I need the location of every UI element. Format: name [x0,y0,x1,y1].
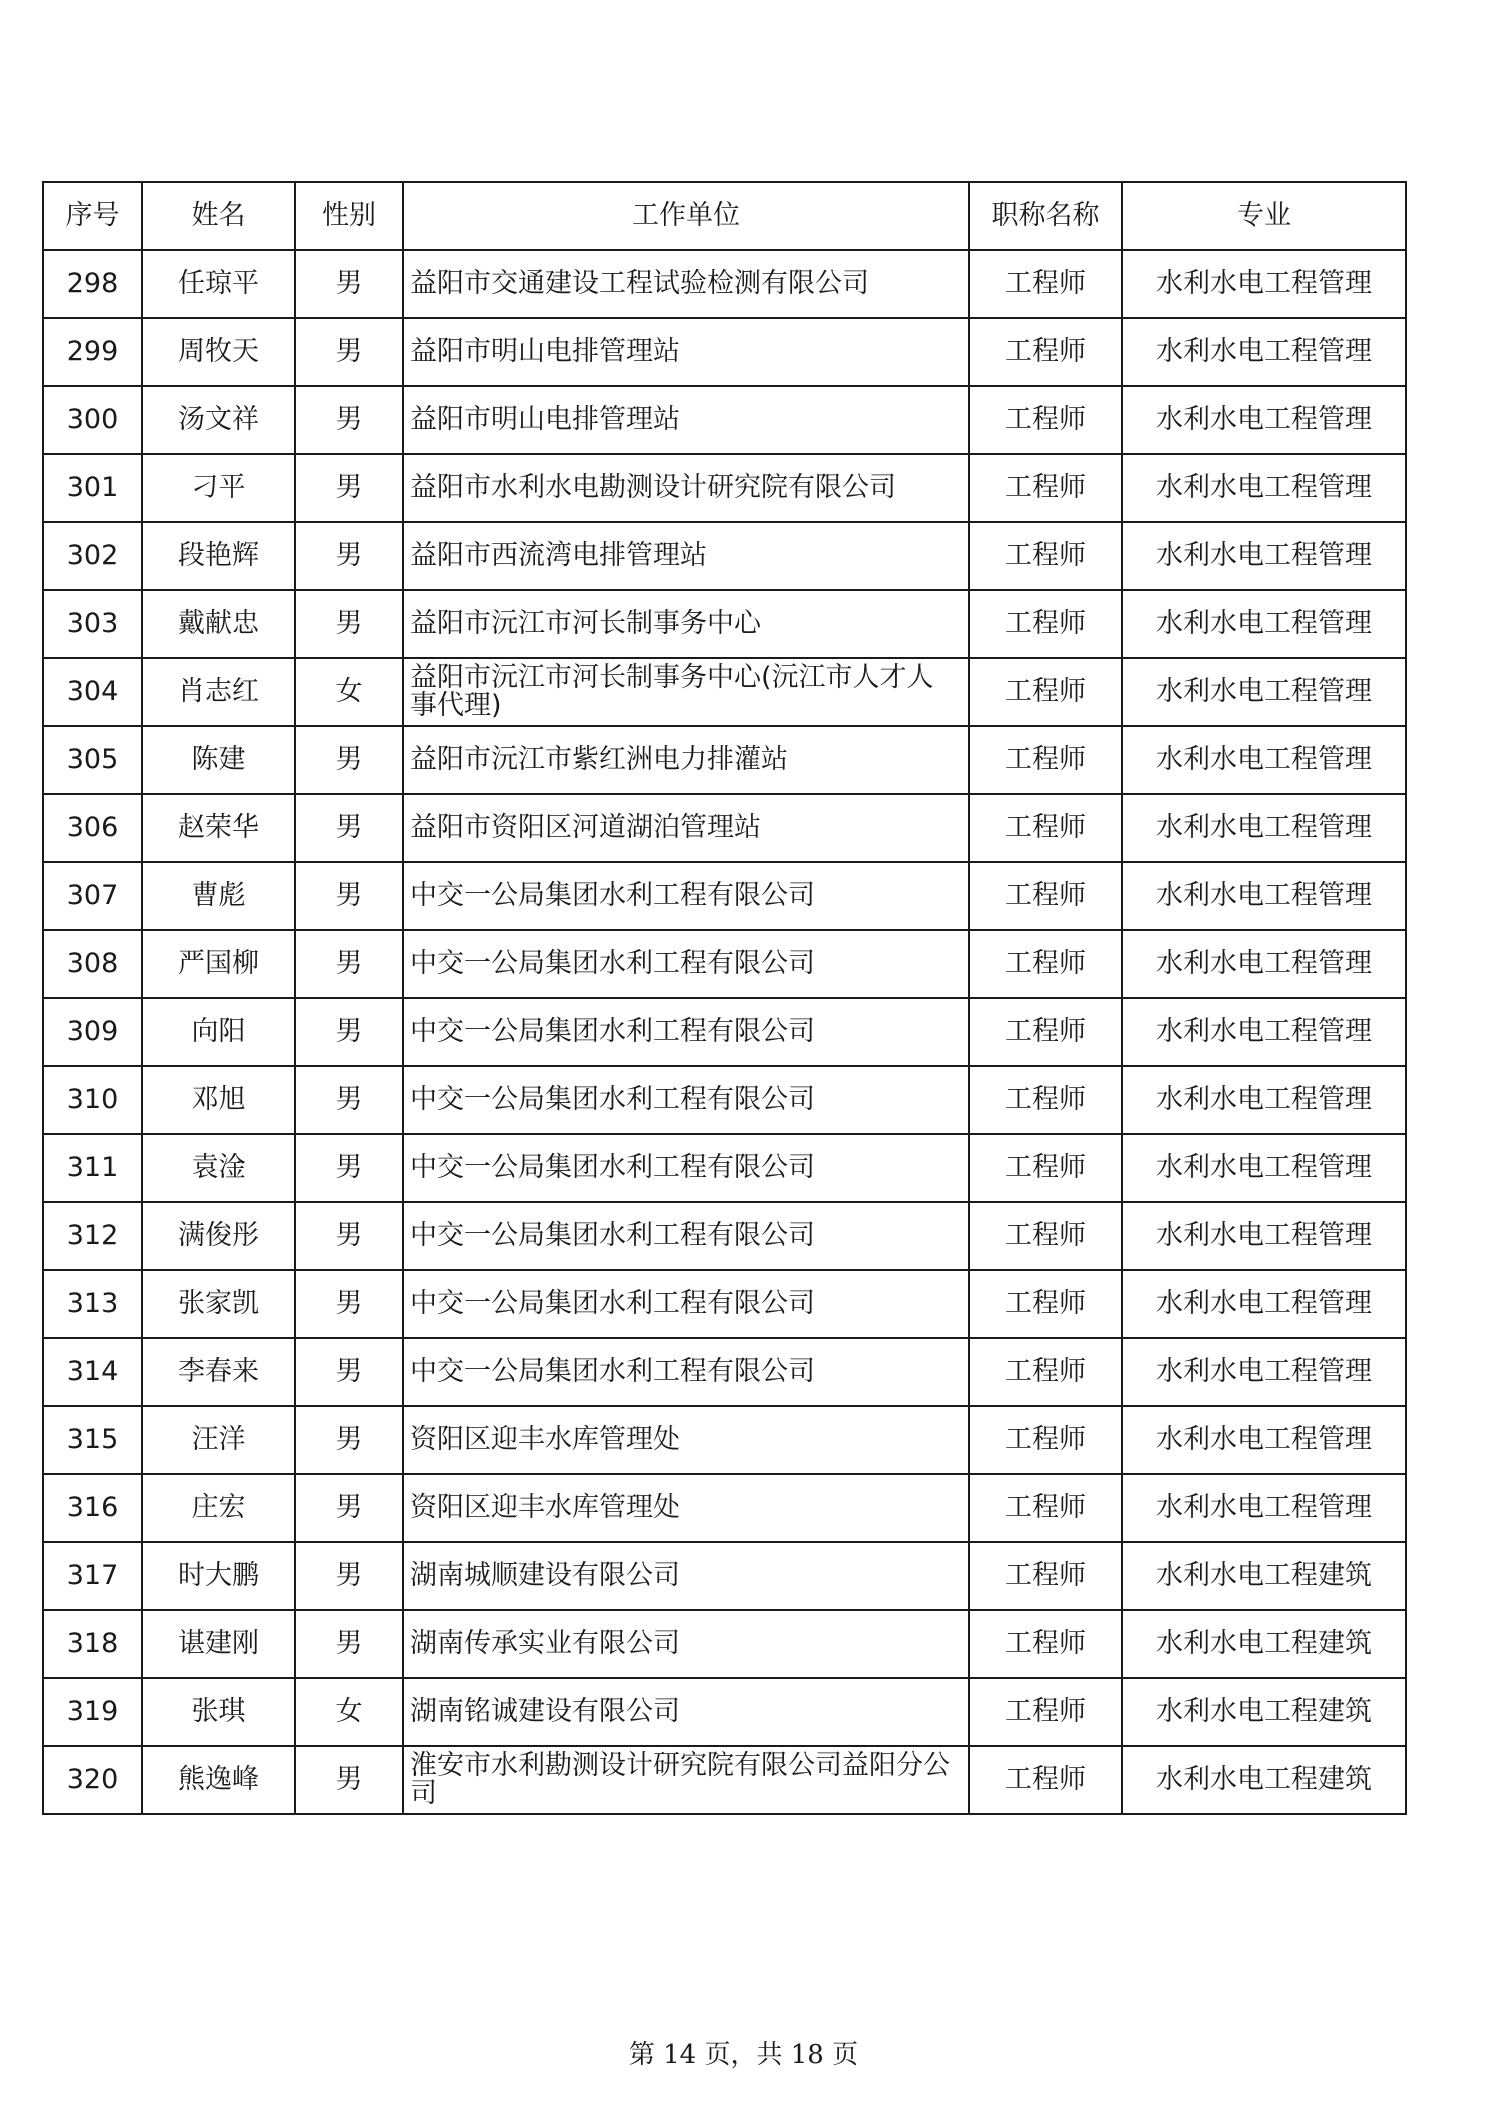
cell-name: 赵荣华 [142,794,295,862]
cell-name: 汪洋 [142,1406,295,1474]
cell-name: 刁平 [142,454,295,522]
cell-name: 张琪 [142,1678,295,1746]
cell-gender: 女 [295,658,403,726]
cell-job-title: 工程师 [969,1338,1122,1406]
cell-gender: 男 [295,1474,403,1542]
cell-job-title: 工程师 [969,522,1122,590]
cell-job-title: 工程师 [969,1610,1122,1678]
cell-job-title: 工程师 [969,930,1122,998]
cell-gender: 男 [295,1338,403,1406]
cell-job-title: 工程师 [969,386,1122,454]
cell-name: 戴献忠 [142,590,295,658]
cell-job-title: 工程师 [969,658,1122,726]
cell-job-title: 工程师 [969,1066,1122,1134]
cell-serial-number: 315 [43,1406,142,1474]
cell-gender: 男 [295,930,403,998]
cell-specialty: 水利水电工程管理 [1122,1474,1406,1542]
cell-gender: 男 [295,1270,403,1338]
table-row [43,1610,1406,1678]
cell-specialty: 水利水电工程管理 [1122,726,1406,794]
cell-job-title: 工程师 [969,794,1122,862]
cell-work-unit: 湖南城顺建设有限公司 [403,1542,969,1610]
cell-specialty: 水利水电工程管理 [1122,1202,1406,1270]
cell-gender: 男 [295,386,403,454]
cell-job-title: 工程师 [969,1474,1122,1542]
cell-specialty: 水利水电工程管理 [1122,998,1406,1066]
table-row [43,862,1406,930]
cell-specialty: 水利水电工程管理 [1122,1270,1406,1338]
cell-work-unit: 益阳市沅江市紫红洲电力排灌站 [403,726,969,794]
cell-serial-number: 308 [43,930,142,998]
cell-gender: 男 [295,1134,403,1202]
table-row [43,1270,1406,1338]
cell-serial-number: 306 [43,794,142,862]
cell-job-title: 工程师 [969,250,1122,318]
cell-serial-number: 317 [43,1542,142,1610]
table-row [43,386,1406,454]
table-row [43,522,1406,590]
cell-work-unit: 淮安市水利勘测设计研究院有限公司益阳分公司 [403,1746,969,1814]
table-row [43,794,1406,862]
cell-job-title: 工程师 [969,590,1122,658]
cell-gender: 男 [295,590,403,658]
cell-gender: 女 [295,1678,403,1746]
cell-job-title: 工程师 [969,1406,1122,1474]
header-specialty: 专业 [1122,182,1406,250]
cell-serial-number: 314 [43,1338,142,1406]
cell-work-unit: 益阳市交通建设工程试验检测有限公司 [403,250,969,318]
cell-name: 袁淦 [142,1134,295,1202]
cell-specialty: 水利水电工程管理 [1122,522,1406,590]
cell-work-unit: 中交一公局集团水利工程有限公司 [403,930,969,998]
cell-gender: 男 [295,794,403,862]
table-row [43,658,1406,726]
cell-serial-number: 320 [43,1746,142,1814]
cell-name: 任琼平 [142,250,295,318]
cell-gender: 男 [295,1406,403,1474]
table-row [43,1338,1406,1406]
table-row [43,1066,1406,1134]
page-number-footer: 第 14 页，共 18 页 [628,2040,859,2070]
cell-job-title: 工程师 [969,1134,1122,1202]
cell-serial-number: 316 [43,1474,142,1542]
cell-specialty: 水利水电工程建筑 [1122,1746,1406,1814]
cell-gender: 男 [295,454,403,522]
cell-name: 向阳 [142,998,295,1066]
cell-serial-number: 299 [43,318,142,386]
header-job-title: 职称名称 [969,182,1122,250]
cell-gender: 男 [295,1610,403,1678]
cell-work-unit: 中交一公局集团水利工程有限公司 [403,998,969,1066]
cell-job-title: 工程师 [969,454,1122,522]
cell-work-unit: 湖南传承实业有限公司 [403,1610,969,1678]
cell-name: 庄宏 [142,1474,295,1542]
cell-job-title: 工程师 [969,862,1122,930]
table-row [43,1746,1406,1814]
cell-job-title: 工程师 [969,318,1122,386]
cell-gender: 男 [295,862,403,930]
table-body [43,250,1406,1814]
cell-serial-number: 313 [43,1270,142,1338]
table-row [43,1406,1406,1474]
cell-specialty: 水利水电工程管理 [1122,386,1406,454]
cell-gender: 男 [295,318,403,386]
cell-specialty: 水利水电工程管理 [1122,930,1406,998]
cell-work-unit: 中交一公局集团水利工程有限公司 [403,1134,969,1202]
table-row [43,998,1406,1066]
table-row [43,1678,1406,1746]
table-row [43,318,1406,386]
cell-specialty: 水利水电工程管理 [1122,658,1406,726]
table-row [43,250,1406,318]
cell-serial-number: 303 [43,590,142,658]
personnel-table [42,181,1407,1815]
cell-name: 时大鹏 [142,1542,295,1610]
cell-specialty: 水利水电工程管理 [1122,1134,1406,1202]
cell-name: 汤文祥 [142,386,295,454]
cell-specialty: 水利水电工程建筑 [1122,1610,1406,1678]
cell-serial-number: 300 [43,386,142,454]
header-serial-number: 序号 [43,182,142,250]
cell-serial-number: 312 [43,1202,142,1270]
table-row [43,1542,1406,1610]
cell-name: 肖志红 [142,658,295,726]
cell-work-unit: 资阳区迎丰水库管理处 [403,1406,969,1474]
cell-job-title: 工程师 [969,1202,1122,1270]
header-work-unit: 工作单位 [403,182,969,250]
cell-job-title: 工程师 [969,1746,1122,1814]
table-row [43,590,1406,658]
cell-serial-number: 302 [43,522,142,590]
cell-work-unit: 益阳市西流湾电排管理站 [403,522,969,590]
cell-work-unit: 中交一公局集团水利工程有限公司 [403,1066,969,1134]
cell-work-unit: 中交一公局集团水利工程有限公司 [403,1338,969,1406]
cell-specialty: 水利水电工程管理 [1122,862,1406,930]
cell-gender: 男 [295,998,403,1066]
cell-name: 邓旭 [142,1066,295,1134]
cell-work-unit: 中交一公局集团水利工程有限公司 [403,1202,969,1270]
table-row [43,930,1406,998]
cell-name: 熊逸峰 [142,1746,295,1814]
header-gender: 性别 [295,182,403,250]
cell-gender: 男 [295,522,403,590]
cell-serial-number: 305 [43,726,142,794]
cell-specialty: 水利水电工程管理 [1122,318,1406,386]
header-name: 姓名 [142,182,295,250]
cell-name: 李春来 [142,1338,295,1406]
table-row [43,454,1406,522]
table-row [43,1134,1406,1202]
cell-job-title: 工程师 [969,726,1122,794]
cell-gender: 男 [295,726,403,794]
cell-specialty: 水利水电工程管理 [1122,1338,1406,1406]
cell-serial-number: 309 [43,998,142,1066]
cell-specialty: 水利水电工程管理 [1122,1066,1406,1134]
cell-serial-number: 311 [43,1134,142,1202]
cell-specialty: 水利水电工程管理 [1122,250,1406,318]
cell-work-unit: 中交一公局集团水利工程有限公司 [403,862,969,930]
cell-name: 谌建刚 [142,1610,295,1678]
cell-name: 周牧天 [142,318,295,386]
cell-work-unit: 益阳市明山电排管理站 [403,386,969,454]
cell-gender: 男 [295,1202,403,1270]
cell-work-unit: 益阳市沅江市河长制事务中心 [403,590,969,658]
cell-gender: 男 [295,1066,403,1134]
cell-serial-number: 304 [43,658,142,726]
cell-name: 曹彪 [142,862,295,930]
cell-gender: 男 [295,1542,403,1610]
cell-work-unit: 湖南铭诚建设有限公司 [403,1678,969,1746]
cell-job-title: 工程师 [969,1542,1122,1610]
cell-specialty: 水利水电工程管理 [1122,794,1406,862]
cell-serial-number: 319 [43,1678,142,1746]
cell-specialty: 水利水电工程管理 [1122,590,1406,658]
cell-name: 陈建 [142,726,295,794]
cell-specialty: 水利水电工程建筑 [1122,1542,1406,1610]
cell-job-title: 工程师 [969,1678,1122,1746]
cell-serial-number: 307 [43,862,142,930]
cell-name: 满俊彤 [142,1202,295,1270]
table-row [43,726,1406,794]
cell-serial-number: 318 [43,1610,142,1678]
table-header-row [43,182,1406,250]
cell-name: 段艳辉 [142,522,295,590]
cell-name: 张家凯 [142,1270,295,1338]
cell-work-unit: 益阳市明山电排管理站 [403,318,969,386]
cell-serial-number: 301 [43,454,142,522]
cell-work-unit: 中交一公局集团水利工程有限公司 [403,1270,969,1338]
cell-specialty: 水利水电工程建筑 [1122,1678,1406,1746]
cell-job-title: 工程师 [969,998,1122,1066]
table-row [43,1202,1406,1270]
cell-gender: 男 [295,1746,403,1814]
cell-gender: 男 [295,250,403,318]
cell-specialty: 水利水电工程管理 [1122,454,1406,522]
cell-work-unit: 益阳市水利水电勘测设计研究院有限公司 [403,454,969,522]
cell-work-unit: 资阳区迎丰水库管理处 [403,1474,969,1542]
cell-specialty: 水利水电工程管理 [1122,1406,1406,1474]
cell-job-title: 工程师 [969,1270,1122,1338]
cell-name: 严国柳 [142,930,295,998]
cell-work-unit: 益阳市沅江市河长制事务中心(沅江市人才人事代理) [403,658,969,726]
cell-work-unit: 益阳市资阳区河道湖泊管理站 [403,794,969,862]
cell-serial-number: 310 [43,1066,142,1134]
cell-serial-number: 298 [43,250,142,318]
table-row [43,1474,1406,1542]
